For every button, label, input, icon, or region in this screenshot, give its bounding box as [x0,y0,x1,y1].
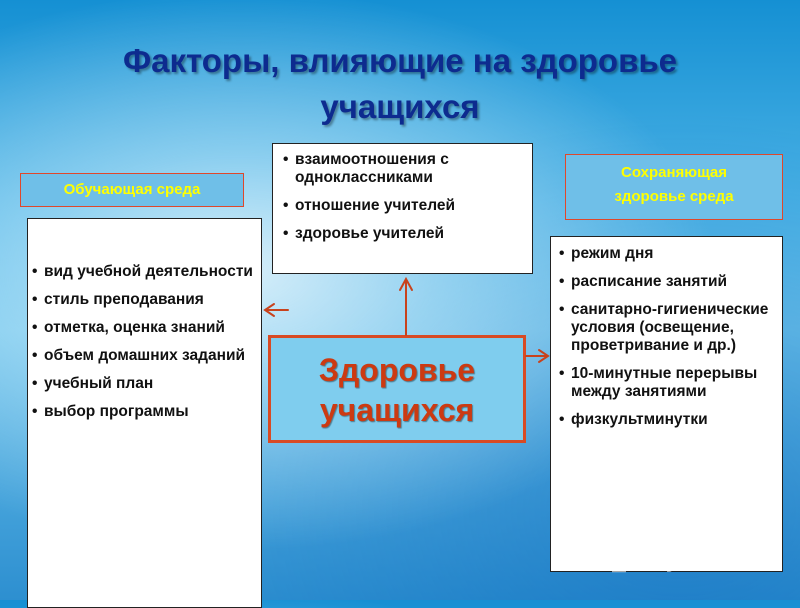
learning-factors-box [27,218,262,608]
list-item: • отношение учителей [283,197,524,215]
label-health-preserving-environment [565,154,783,220]
list-item: • выбор программы [32,403,255,421]
list-item: • вид учебной деятельности [32,263,255,281]
slide-title [0,38,800,130]
center-line1: Здоровье [318,352,476,388]
relationships-box [272,143,533,274]
label-learning-environment: Обучающая среда [20,173,244,207]
arrow-right-head [539,350,548,362]
list-item: • отметка, оценка знаний [32,319,255,337]
relationships-list [283,151,524,243]
center-line2: учащихся [319,392,475,428]
list-item: • 10-минутные перерывы между занятиями [559,365,776,401]
list-item: • стиль преподавания [32,291,255,309]
list-item: • санитарно-гигиенические условия (освещение, проветривание и др.) [559,301,776,355]
watermark-text: MyShared [641,540,778,573]
arrow-left-head [265,304,274,316]
list-item: • здоровье учителей [283,225,524,243]
list-item: • физкультминутки [559,411,776,429]
arrow-up-head [400,279,412,290]
list-item: • расписание занятий [559,273,776,291]
presentation-icon [603,541,637,575]
learning-factors-list [32,263,255,421]
watermark [603,537,778,577]
health-factors-box [550,236,783,572]
slide-title-line2: учащихся [320,88,480,125]
health-factors-list [559,245,776,429]
list-item: • режим дня [559,245,776,263]
center-student-health [268,335,526,443]
list-item: • взаимоотношения с одноклассниками [283,151,524,187]
label-right-line2: здоровье среда [614,188,734,205]
list-item: • объем домашних заданий [32,347,255,365]
slide-title-line1: Факторы, влияющие на здоровье [123,42,677,79]
list-item: • учебный план [32,375,255,393]
label-right-line1: Сохраняющая [620,164,728,181]
